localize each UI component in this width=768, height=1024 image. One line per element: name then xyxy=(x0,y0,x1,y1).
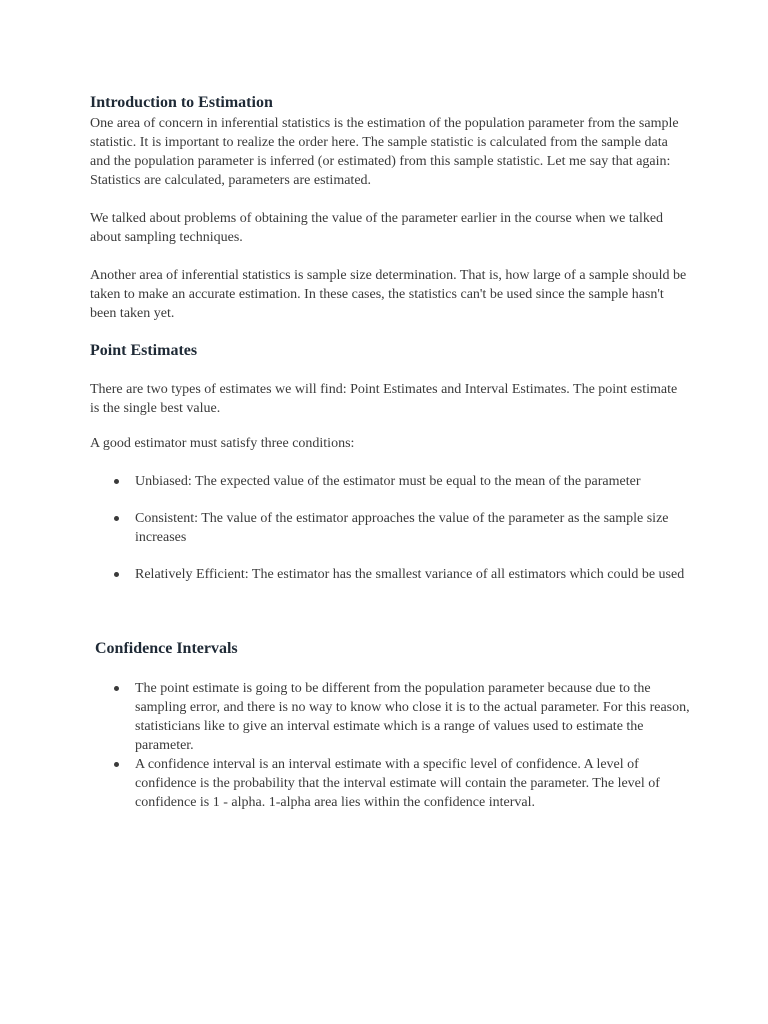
confidence-item-2: A confidence interval is an interval estimate with a specific level of confidence. A level of confidence is the probability that the interval estimate will contain the parameter. The level of confidence is 1 - alpha. 1-alpha area lies within the confidence interval. xyxy=(135,757,660,810)
point-estimates-heading: Point Estimates xyxy=(90,342,198,359)
list-item xyxy=(90,472,690,491)
intro-paragraph-2: We talked about problems of obtaining the value of the parameter earlier in the course when we talked about sampling techniques. xyxy=(90,211,664,245)
intro-paragraph-1: One area of concern in inferential statistics is the estimation of the population parameter from the sample statistic. It is important to realize the order here. The sample statistic is calculated from the sample data and the population parameter is inferred (or estimated) from this sample statistic. Let me say that again: Statistics are calculated, parameters are estimated. xyxy=(90,116,679,188)
point-estimates-paragraph-1: There are two types of estimates we will find: Point Estimates and Interval Estimates. The point estimate is the single best value. xyxy=(90,382,678,416)
estimator-conditions-list xyxy=(90,472,690,584)
bullet-icon xyxy=(114,516,119,521)
confidence-intervals-heading: Confidence Intervals xyxy=(95,640,238,657)
condition-efficient: Relatively Efficient: The estimator has the smallest variance of all estimators which could be used xyxy=(135,567,685,582)
point-estimates-paragraph-2: A good estimator must satisfy three conditions: xyxy=(90,436,355,451)
bullet-icon xyxy=(114,479,119,484)
intro-paragraph-3: Another area of inferential statistics is sample size determination. That is, how large of a sample should be taken to make an accurate estimation. In these cases, the statistics can't be used since the sample hasn't been taken yet. xyxy=(90,268,687,321)
list-item xyxy=(90,509,690,547)
confidence-item-1: The point estimate is going to be different from the population parameter because due to the sampling error, and there is no way to know who close it is to the actual parameter. For this reason, statisticians like to give an interval estimate which is a range of values used to estimate the parameter. xyxy=(135,681,690,753)
bullet-icon xyxy=(114,686,119,691)
confidence-intervals-list xyxy=(90,679,690,812)
bullet-icon xyxy=(114,572,119,577)
bullet-icon xyxy=(114,762,119,767)
list-item xyxy=(90,565,690,584)
list-item xyxy=(90,755,690,812)
condition-consistent: Consistent: The value of the estimator approaches the value of the parameter as the sample size increases xyxy=(135,511,669,545)
list-item xyxy=(90,679,690,755)
document-title: Introduction to Estimation xyxy=(90,94,273,111)
condition-unbiased: Unbiased: The expected value of the estimator must be equal to the mean of the parameter xyxy=(135,474,641,489)
